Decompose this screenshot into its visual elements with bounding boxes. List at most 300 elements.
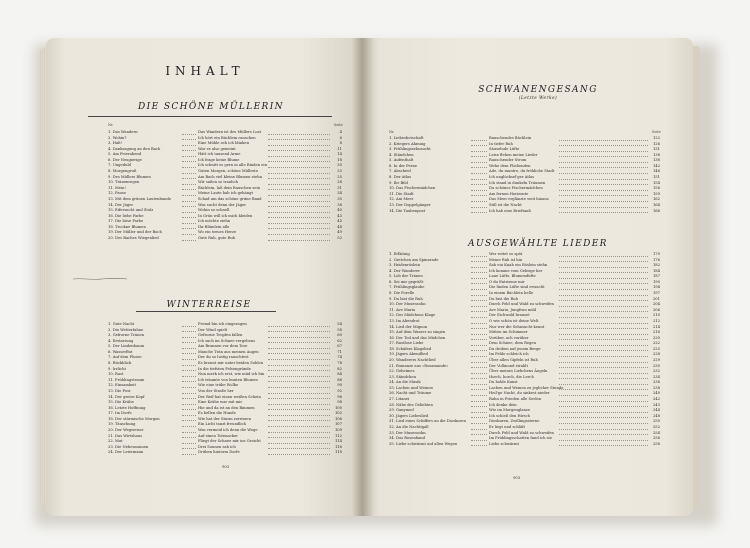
song-page-number: 58	[337, 327, 342, 332]
song-page-number: 86	[337, 377, 342, 382]
song-row	[389, 442, 660, 448]
song-first-line: Es brennt mir unter beiden Sohlen	[198, 361, 264, 366]
dot-leader	[559, 345, 648, 346]
song-page-number: 243	[652, 402, 660, 407]
song-first-line: Manche Trän aus meinen Augen	[198, 349, 259, 354]
song-page-number: 114	[334, 439, 342, 444]
dot-leader	[559, 256, 648, 257]
dot-leader	[268, 173, 330, 174]
song-title: 15. Eifersucht und Stolz	[108, 208, 154, 213]
dot-leader	[182, 387, 196, 388]
song-page-number: 74	[337, 355, 342, 360]
song-title: 4. Erstarrung	[108, 338, 134, 343]
dot-leader	[182, 398, 196, 399]
song-first-line: Ich such im Schnee vergebens	[198, 338, 256, 343]
dot-leader	[471, 272, 487, 273]
dot-leader	[268, 398, 330, 399]
book-gutter	[352, 38, 374, 516]
song-page-number: 23	[337, 169, 342, 174]
song-title: 11. Frühlingstraum	[108, 377, 145, 382]
song-title: 9. Des Müllers Blumen	[108, 174, 151, 179]
dot-leader	[471, 384, 487, 385]
song-title: 10. Der Musensohn	[389, 302, 426, 307]
dot-leader	[471, 289, 487, 290]
dot-leader	[268, 432, 330, 433]
song-first-line: Wie hat der Sturm zerrissen	[198, 416, 251, 421]
song-page-number: 31	[337, 185, 342, 190]
song-page-number: 201	[652, 296, 660, 301]
dot-leader	[559, 317, 648, 318]
dot-leader	[182, 195, 196, 196]
dot-leader	[182, 156, 196, 157]
song-title: 6. Der Neugierige	[108, 157, 142, 162]
song-title: 1. Liebesbotschaft	[389, 136, 424, 140]
dot-leader	[471, 311, 487, 312]
song-title: 7. Frühlingsglaube	[389, 285, 425, 290]
dot-leader	[268, 420, 330, 421]
dot-leader	[182, 150, 196, 151]
dot-leader	[471, 300, 487, 301]
song-page-number: 43	[337, 213, 342, 218]
song-title: 26. Nacht und Träume	[389, 391, 432, 396]
song-page-number: 154	[652, 180, 660, 185]
dot-leader	[268, 415, 330, 416]
song-page-number: 142	[652, 163, 660, 168]
song-page-number: 234	[652, 374, 660, 379]
song-title: 4. Danksagung an den Bach	[108, 146, 161, 151]
song-first-line: Ich unglücksel'ger Atlas	[489, 175, 535, 180]
song-title: 5. Am Feierabend	[108, 152, 142, 157]
right-page	[363, 38, 693, 516]
song-title: 15. Die Krähe	[108, 400, 134, 405]
song-first-line: Es bellen die Hunde	[198, 411, 236, 416]
dot-leader	[182, 206, 196, 207]
song-title: 13. Die Post	[108, 388, 131, 393]
section-title-schwanengesang: SCHWANENGESANG	[478, 85, 598, 95]
dot-leader	[559, 423, 648, 424]
song-title: 12. Am Meer	[389, 197, 414, 202]
song-title: 1. Erlkönig	[389, 252, 410, 256]
dot-leader	[471, 412, 487, 413]
song-page-number: 100	[334, 405, 342, 410]
song-page-number: 166	[652, 208, 660, 213]
song-page-number: 8	[339, 141, 342, 146]
song-first-line: Ich möchte ziehn	[198, 219, 231, 224]
song-first-line: Du schönes Fischermädchen	[489, 186, 543, 191]
song-page-number: 131	[652, 147, 660, 152]
dot-leader	[559, 145, 648, 146]
song-page-number: 212	[652, 318, 660, 323]
dot-leader	[268, 156, 330, 157]
dot-leader	[559, 162, 648, 163]
dot-leader	[559, 350, 648, 351]
song-page-number: 25	[337, 174, 342, 179]
dot-leader	[268, 234, 330, 235]
song-first-line: Schad um das schöne grüne Band	[198, 196, 262, 201]
dot-leader	[182, 404, 196, 405]
dot-leader	[182, 240, 196, 241]
song-first-line: Ruhn in Frieden alle Seelen	[489, 397, 542, 402]
dot-leader	[182, 212, 196, 213]
song-page-number: 106	[334, 416, 342, 421]
song-first-line: Über meines Liebchens Äugeln	[489, 369, 548, 374]
dot-leader	[559, 179, 648, 180]
song-first-line: War es also gemeint	[198, 146, 236, 151]
dot-leader	[471, 429, 487, 430]
song-first-line: Ade, du muntre, du fröhliche Stadt	[489, 169, 555, 174]
song-title: 9. Ihr Bild	[389, 180, 408, 185]
dot-leader	[182, 134, 196, 135]
dot-leader	[471, 401, 487, 402]
song-list-schoene-muellerin	[108, 130, 342, 242]
dot-leader	[471, 167, 487, 168]
song-page-number: 78	[337, 361, 342, 366]
song-first-line: Am Bach viel kleine Blumen stehn	[198, 174, 262, 179]
dot-leader	[471, 395, 487, 396]
dot-leader	[471, 373, 487, 374]
song-title: 17. Die böse Farbe	[108, 219, 144, 224]
song-first-line: Wo ein treues Herze	[198, 230, 237, 235]
dot-leader	[471, 417, 487, 418]
song-page-number: 20	[337, 163, 342, 168]
page-number: 903	[222, 464, 230, 469]
song-page-number: 60	[337, 333, 342, 338]
dot-leader	[559, 212, 648, 213]
dot-leader	[559, 384, 648, 385]
song-title: 13. Der Doppelgänger	[389, 202, 431, 207]
dot-leader	[471, 156, 487, 157]
dot-leader	[182, 420, 196, 421]
dot-leader	[268, 326, 330, 327]
song-title: 10. Tränenregen	[108, 180, 140, 185]
song-title: 30. Jägers Liebeslied	[389, 413, 429, 418]
dot-leader	[471, 267, 487, 268]
song-first-line: Am fernen Horizonte	[489, 191, 529, 196]
song-page-number: 184	[652, 268, 660, 273]
dot-leader	[471, 334, 487, 335]
song-first-line: Durch Feld und Wald zu schweifen	[489, 430, 554, 435]
song-page-number: 138	[652, 152, 660, 157]
song-title: 5. Der Lindenbaum	[108, 344, 145, 349]
dot-leader	[471, 350, 487, 351]
dot-leader	[559, 272, 648, 273]
dot-leader	[471, 256, 487, 257]
song-page-number: 240	[652, 391, 660, 396]
song-page-number: 238	[652, 385, 660, 390]
song-first-line: In einem Bächlein helle	[489, 291, 534, 296]
song-page-number: 52	[337, 235, 342, 240]
dot-leader	[471, 261, 487, 262]
dot-leader	[559, 156, 648, 157]
dot-leader	[268, 161, 330, 162]
dot-leader	[471, 345, 487, 346]
song-title: 33. Der Musensohn	[389, 430, 426, 435]
song-title: 14. Der Jäger	[108, 202, 134, 207]
dot-leader	[559, 323, 648, 324]
dot-leader	[471, 190, 487, 191]
song-page-number: 45	[337, 219, 342, 224]
dot-leader	[559, 412, 648, 413]
dot-leader	[559, 295, 648, 296]
song-title: 12. Des Mädchens Klage	[389, 313, 436, 318]
dot-leader	[182, 432, 196, 433]
dot-leader	[559, 151, 648, 152]
song-page-number: 40	[337, 208, 342, 213]
song-first-line: Die linden Lüfte sind erwacht	[489, 285, 545, 290]
song-page-number: 170	[652, 252, 660, 256]
dot-leader	[268, 381, 330, 382]
song-first-line: Durch Feld und Wald zu schweifen	[489, 302, 554, 307]
dot-leader	[559, 440, 648, 441]
dot-leader	[559, 140, 648, 141]
song-page-number: 11	[337, 146, 342, 151]
dot-leader	[268, 150, 330, 151]
song-first-line: Ich stand in dunkeln Träumen	[489, 180, 546, 185]
song-first-line: Das Wandern ist des Müllers Lust	[198, 130, 262, 134]
song-page-number: 232	[652, 369, 660, 374]
song-title: 2. Die Wetterfahne	[108, 327, 144, 332]
dot-leader	[559, 289, 648, 290]
dot-leader	[471, 173, 487, 174]
dot-leader	[182, 167, 196, 168]
dot-leader	[182, 223, 196, 224]
song-title: 2. Kriegers Ahnung	[389, 141, 426, 146]
song-title: 4. Ständchen	[389, 152, 414, 157]
page-column-label: Seite	[652, 130, 661, 134]
song-first-line: Ich hört ein Bächlein rauschen	[198, 135, 256, 140]
dot-leader	[182, 443, 196, 444]
song-first-line: Du bist die Ruh	[489, 296, 519, 301]
song-page-number: 190	[652, 279, 660, 284]
dot-leader	[471, 195, 487, 196]
dot-leader	[471, 339, 487, 340]
dot-leader	[559, 328, 648, 329]
song-first-line: Säuselnde Lüfte	[489, 147, 520, 152]
dot-leader	[268, 454, 330, 455]
song-page-number: 6	[339, 135, 342, 140]
dot-leader	[268, 139, 330, 140]
song-first-line: Vorüber, ach vorüber	[489, 335, 529, 340]
dot-leader	[268, 426, 330, 427]
song-first-line: Ich hab eine Brieftaub	[489, 208, 531, 213]
song-title: 3. Frühlingssehnsucht	[389, 147, 431, 152]
song-title: 8. Morgengruß	[108, 169, 137, 174]
dot-leader	[559, 278, 648, 279]
dot-leader	[268, 353, 330, 354]
song-title: 27. Litanei	[389, 397, 410, 402]
song-first-line: Ich schnitt es gern in alle Rinden ein	[198, 163, 267, 168]
dot-leader	[268, 365, 330, 366]
section-title-winterreise: WINTERREISE	[166, 300, 252, 310]
song-title: 18. Trockne Blumen	[108, 224, 146, 229]
song-first-line: Hie und da ist an den Bäumen	[198, 405, 255, 410]
song-first-line: Gute Ruh, gute Ruh	[198, 235, 236, 240]
dot-leader	[268, 134, 330, 135]
section-title-ausgewaehlte-lieder: AUSGEWÄHLTE LIEDER	[468, 239, 608, 249]
song-title: 5. Lob der Tränen	[389, 274, 423, 279]
song-first-line: Ich komme vom Gebirge her	[489, 268, 543, 273]
song-title: 3. Heidenröslein	[389, 263, 420, 268]
song-title: 9. Du bist die Ruh	[389, 296, 423, 301]
song-title: 19. Täuschung	[108, 422, 136, 427]
dot-leader	[559, 190, 648, 191]
dot-leader	[182, 415, 196, 416]
song-title: 12. Pause	[108, 191, 126, 196]
song-title: 22. Mut	[108, 439, 123, 444]
dot-leader	[471, 434, 487, 435]
title-rule	[88, 116, 332, 117]
dot-leader	[268, 223, 330, 224]
song-page-number: 54	[337, 322, 342, 326]
song-title: 17. Im Dorfe	[108, 411, 132, 416]
song-page-number: 194	[652, 285, 660, 290]
dot-leader	[268, 178, 330, 179]
dot-leader	[559, 283, 648, 284]
song-first-line: Drei Sonnen sah ich	[198, 444, 236, 449]
song-first-line: Wehe dem Fliehenden	[489, 163, 531, 168]
song-page-number: 92	[337, 388, 342, 393]
song-title: 31. Lied eines Schiffers an die Dioskuren	[389, 419, 466, 424]
dot-leader	[559, 339, 648, 340]
dot-leader	[268, 145, 330, 146]
dot-leader	[471, 440, 487, 441]
song-title: 23. Die Nebensonnen	[108, 444, 149, 449]
song-title: 5. Aufenthalt	[389, 158, 414, 163]
section-subtitle: (Letzte Werke)	[518, 95, 558, 100]
song-page-number: 187	[652, 274, 660, 279]
dot-leader	[182, 201, 196, 202]
song-row	[108, 450, 342, 456]
dot-leader	[268, 404, 330, 405]
song-page-number: 229	[652, 357, 660, 362]
song-page-number: 116	[334, 444, 342, 449]
dot-leader	[182, 326, 196, 327]
song-page-number: 35	[337, 196, 342, 201]
dot-leader	[559, 306, 648, 307]
song-title: 14. Die Taubenpost	[389, 208, 426, 213]
song-title: 25. Lachen und Weinen	[389, 385, 433, 390]
dot-leader	[471, 328, 487, 329]
song-first-line: Eine Mühle seh ich blinken	[198, 141, 249, 146]
song-page-number: 206	[652, 307, 660, 312]
dot-leader	[471, 179, 487, 180]
song-page-number: 214	[652, 324, 660, 329]
dot-leader	[559, 367, 648, 368]
song-first-line: Wie im Morgenglanze	[489, 408, 531, 413]
song-title: 20. Wanderers Nachtlied	[389, 357, 436, 362]
dot-leader	[268, 167, 330, 168]
dot-leader	[471, 162, 487, 163]
song-first-line: In tiefer Ruh	[489, 141, 513, 146]
dot-leader	[182, 437, 196, 438]
song-first-line: Still ist die Nacht	[489, 202, 522, 207]
dot-leader	[182, 228, 196, 229]
dot-leader	[268, 240, 330, 241]
dot-leader	[182, 393, 196, 394]
song-first-line: O du Entrissne mir	[489, 279, 525, 284]
dot-leader	[268, 212, 330, 213]
song-title: 6. Wasserflut	[108, 349, 133, 354]
dot-leader	[268, 228, 330, 229]
song-list-schwanengesang	[389, 136, 660, 214]
song-page-number: 242	[652, 397, 660, 402]
song-page-number: 228	[652, 352, 660, 357]
dot-leader	[559, 300, 648, 301]
song-first-line: Nun merk ich erst, wie müd ich bin	[198, 372, 265, 377]
dot-leader	[471, 367, 487, 368]
song-page-number: 34	[337, 191, 342, 196]
page-heading: INHALT	[165, 64, 245, 78]
song-page-number: 62	[337, 338, 342, 343]
song-title: 3. Halt!	[108, 141, 123, 146]
dot-leader	[268, 217, 330, 218]
song-title: 8. Rückblick	[108, 361, 132, 366]
song-first-line: Über allen Gipfeln ist Ruh	[489, 357, 538, 362]
dot-leader	[182, 342, 196, 343]
song-title: 18. Der stürmische Morgen	[108, 416, 160, 421]
song-title: 12. Einsamkeit	[108, 383, 136, 388]
dot-leader	[268, 337, 330, 338]
dot-leader	[268, 331, 330, 332]
song-first-line: Im Frühlingsschatten fand ich sie	[489, 436, 552, 441]
dot-leader	[182, 184, 196, 185]
dot-leader	[182, 370, 196, 371]
song-first-line: Am Brunnen vor dem Tore	[198, 344, 248, 349]
dot-leader	[182, 409, 196, 410]
dot-leader	[559, 401, 648, 402]
dot-leader	[268, 393, 330, 394]
dot-leader	[471, 406, 487, 407]
dot-leader	[268, 376, 330, 377]
song-page-number: 176	[652, 257, 660, 262]
song-first-line: Ein Licht tanzt freundlich	[198, 422, 247, 427]
song-page-number: 258	[652, 441, 660, 446]
song-first-line: Von der Straße her	[198, 388, 234, 393]
dot-leader	[268, 448, 330, 449]
dot-leader	[559, 195, 648, 196]
number-column-label: Nr.	[389, 130, 395, 134]
song-page-number: 48	[337, 224, 342, 229]
dot-leader	[182, 234, 196, 235]
song-first-line: Lachen und Weinen zu jeglicher Stunde	[489, 385, 564, 390]
song-page-number: 159	[652, 191, 660, 196]
song-page-number: 244	[652, 408, 660, 413]
dot-leader	[559, 417, 648, 418]
song-page-number: 98	[337, 400, 342, 405]
dot-leader	[182, 217, 196, 218]
song-first-line: Laue Lüfte, Blumendüfte	[489, 274, 536, 279]
dot-leader	[182, 145, 196, 146]
song-first-line: Der Vollmond strahlt	[489, 363, 528, 368]
song-title: 7. Abschied	[389, 169, 411, 174]
dot-leader	[559, 406, 648, 407]
song-first-line: Sah ein Knab ein Röslein stehn	[489, 263, 548, 268]
dot-leader	[182, 189, 196, 190]
song-title: 22. Geheimes	[389, 369, 415, 374]
dot-leader	[268, 195, 330, 196]
dot-leader	[559, 167, 648, 168]
song-title: 24. An die Musik	[389, 380, 421, 385]
song-title: 13. Im Abendrot	[389, 318, 420, 323]
dot-leader	[471, 145, 487, 146]
song-title: 2. Gretchen am Spinnrade	[389, 257, 439, 262]
dot-leader	[182, 331, 196, 332]
dot-leader	[471, 201, 487, 202]
song-page-number: 230	[652, 363, 660, 368]
song-first-line: Nur wer die Sehnsucht kennt	[489, 324, 545, 329]
song-page-number: 18	[337, 157, 342, 162]
dot-leader	[268, 370, 330, 371]
